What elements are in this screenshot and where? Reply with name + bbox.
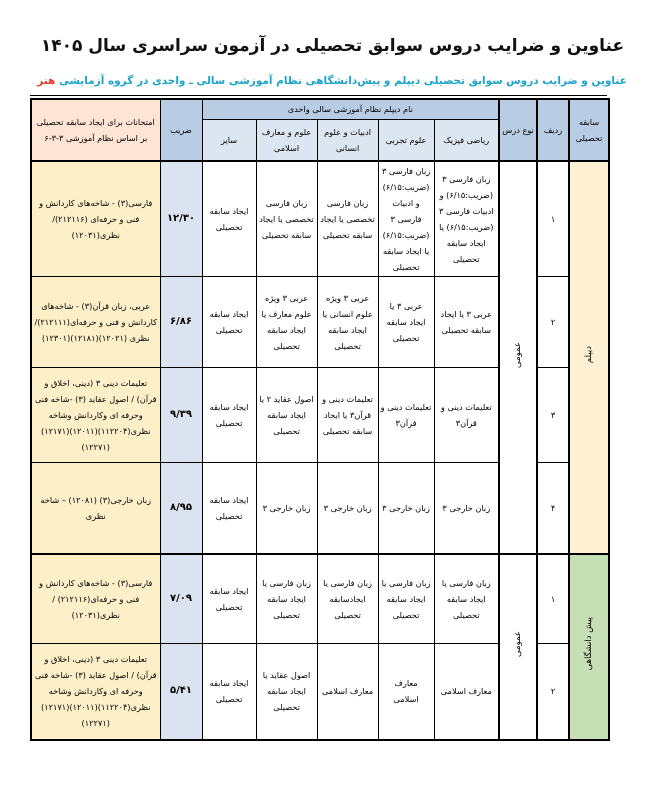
table-row: [31, 554, 609, 644]
cell-other: ایجاد سابقه تحصیلی: [202, 463, 256, 554]
page-title: عناوین و ضرایب دروس سوابق تحصیلی در آزمون سراسری سال ۱۴۰۵: [40, 36, 625, 56]
cell-islamic: زبان فارسی تخصصی یا ایجاد سابقه تحصیلی: [256, 161, 317, 277]
cell-experimental: زبان خارجی ۳: [378, 463, 434, 554]
cell-humanities: تعلیمات دینی و قرآن۳ یا ایجاد سابقه تحصیلی: [317, 368, 378, 463]
cell-math: زبان فارسی ۳ (ضریب:۶/۱۵) و ادبیات فارسی ۳ (ضریب:۶/۱۵) یا ایجاد سابقه تحصیلی: [434, 161, 499, 277]
coefficients-table: [30, 98, 610, 741]
cell-experimental: عربی ۳ یا ایجاد سابقه تحصیلی: [378, 277, 434, 368]
cell-exam: زبان خارجی(۳) (۱۲۰۸۱) – شاخه نظری: [31, 463, 160, 554]
cell-islamic: عربی ۳ ویژه علوم معارف یا ایجاد سابقه تحصیلی: [256, 277, 317, 368]
cell-math: زبان فارسی یا ایجاد سابقه تحصیلی: [434, 554, 499, 644]
header-other: سایر: [202, 119, 256, 161]
cell-experimental: زبان فارسی ۳ (ضریب:۶/۱۵) و ادبیات فارسی ۳ (ضریب:۶/۱۵) یا ایجاد سابقه تحصیلی: [378, 161, 434, 277]
cell-coefficient: ۷/۰۹: [160, 554, 202, 644]
row-number: ۴: [537, 463, 569, 554]
table-row: [31, 161, 609, 277]
cell-humanities: عربی ۳ ویژه علوم انسانی یا ایجاد سابقه تحصیلی: [317, 277, 378, 368]
row-number: ۱: [537, 161, 569, 277]
header-row: ردیف: [537, 99, 569, 161]
cell-humanities: زبان فارسی یا ایجادسابقه تحصیلی: [317, 554, 378, 644]
cell-islamic: زبان خارجی ۳: [256, 463, 317, 554]
header-row-1: [31, 99, 609, 119]
cell-coefficient: ۱۲/۳۰: [160, 161, 202, 277]
header-diploma-group: نام دیپلم نظام آموزشی سالی واحدی: [202, 99, 499, 119]
cell-islamic: اصول عقاید ۲ یا ایجاد سابقه تحصیلی: [256, 368, 317, 463]
cell-experimental: زبان فارسی یا ایجاد سابقه تحصیلی: [378, 554, 434, 644]
cell-other: ایجاد سابقه تحصیلی: [202, 277, 256, 368]
cell-other: ایجاد سابقه تحصیلی: [202, 554, 256, 644]
cell-exam: فارسی(۳) - شاخه‌های کاردانش و فنی و حرفه‌ای(۲۱۲۱۱۶) / نظری(۱۲۰۳۱): [31, 554, 160, 644]
course-type: عمومی: [499, 161, 537, 554]
row-number: ۳: [537, 368, 569, 463]
cell-islamic: اصول عقاید یا ایجاد سابقه تحصیلی: [256, 644, 317, 740]
header-exams: امتحانات برای ایجاد سابقه تحصیلی بر اساس نظام آموزشی ۳-۳-۶: [31, 99, 160, 161]
cell-exam: تعلیمات دینی ۳ (دینی، اخلاق و قرآن) / اصول عقاید (۳) -شاخه فنی وحرفه ای وکاردانش وشاخه نظری(۱۱۲۲۰۴)(۱۲۰۱۱)(۱۲۱۷۱)(۱۲۲۷۱): [31, 644, 160, 740]
subtitle-text: عناوین و ضرایب دروس سوابق تحصیلی دیپلم و پیش‌دانشگاهی نظام آموزشی سالی ـ واحدی در گروه آزمایشی: [58, 75, 627, 87]
cell-coefficient: ۵/۴۱: [160, 644, 202, 740]
header-course-type: نوع درس: [499, 99, 537, 161]
cell-experimental: معارف اسلامی: [378, 644, 434, 740]
course-type: عمومی: [499, 554, 537, 740]
subtitle-accent: هنر: [37, 75, 56, 87]
cell-other: ایجاد سابقه تحصیلی: [202, 161, 256, 277]
cell-coefficient: ۶/۸۶: [160, 277, 202, 368]
header-coefficient: ضریب: [160, 99, 202, 161]
cell-math: عربی ۳ یا ایجاد سابقه تحصیلی: [434, 277, 499, 368]
section-diploma: [569, 161, 609, 554]
section-label: پیش دانشگاهی: [584, 617, 595, 671]
cell-coefficient: ۹/۳۹: [160, 368, 202, 463]
section-pre-university: [569, 554, 609, 740]
section-label: دیپلم: [584, 346, 595, 364]
row-number: ۲: [537, 644, 569, 740]
cell-other: ایجاد سابقه تحصیلی: [202, 368, 256, 463]
cell-math: معارف اسلامی: [434, 644, 499, 740]
header-record: سابقه تحصیلی: [569, 99, 609, 161]
row-number: ۱: [537, 554, 569, 644]
cell-islamic: زبان فارسی یا ایجاد سابقه تحصیلی: [256, 554, 317, 644]
cell-humanities: زبان خارجی ۳: [317, 463, 378, 554]
cell-exam: عربی، زبان قرآن(۳) - شاخه‌های کاردانش و فنی و حرفه‌ای(۲۱۲۱۱۱)/نظری (۱۲۰۲۱)(۱۲۱۸۱)(۱۲۳۰۱): [31, 277, 160, 368]
cell-math: تعلیمات دینی و قرآن۳: [434, 368, 499, 463]
cell-experimental: تعلیمات دینی و قرآن۳: [378, 368, 434, 463]
cell-exam: فارسی(۳) - شاخه‌های کاردانش و فنی و حرفه‌ای (۲۱۲۱۱۶)/ نظری(۱۲۰۳۱): [31, 161, 160, 277]
header-islamic: علوم و معارف اسلامی: [256, 119, 317, 161]
cell-exam: تعلیمات دینی ۳ (دینی، اخلاق و قرآن) / اصول عقاید (۳) -شاخه فنی وحرفه ای وکاردانش وشاخه نظری(۱۱۲۲۰۴)(۱۲۰۱۱)(۱۲۱۷۱)(۱۲۲۷۱): [31, 368, 160, 463]
header-experimental: علوم تجربی: [378, 119, 434, 161]
cell-coefficient: ۸/۹۵: [160, 463, 202, 554]
subtitle: [20, 75, 644, 87]
divider: [30, 95, 607, 96]
row-number: ۲: [537, 277, 569, 368]
cell-humanities: معارف اسلامی: [317, 644, 378, 740]
cell-humanities: زبان فارسی تخصصی یا ایجاد سابقه تحصیلی: [317, 161, 378, 277]
header-humanities: ادبیات و علوم انسانی: [317, 119, 378, 161]
cell-math: زبان خارجی ۳: [434, 463, 499, 554]
header-math: ریاضی فیزیک: [434, 119, 499, 161]
cell-other: ایجاد سابقه تحصیلی: [202, 644, 256, 740]
